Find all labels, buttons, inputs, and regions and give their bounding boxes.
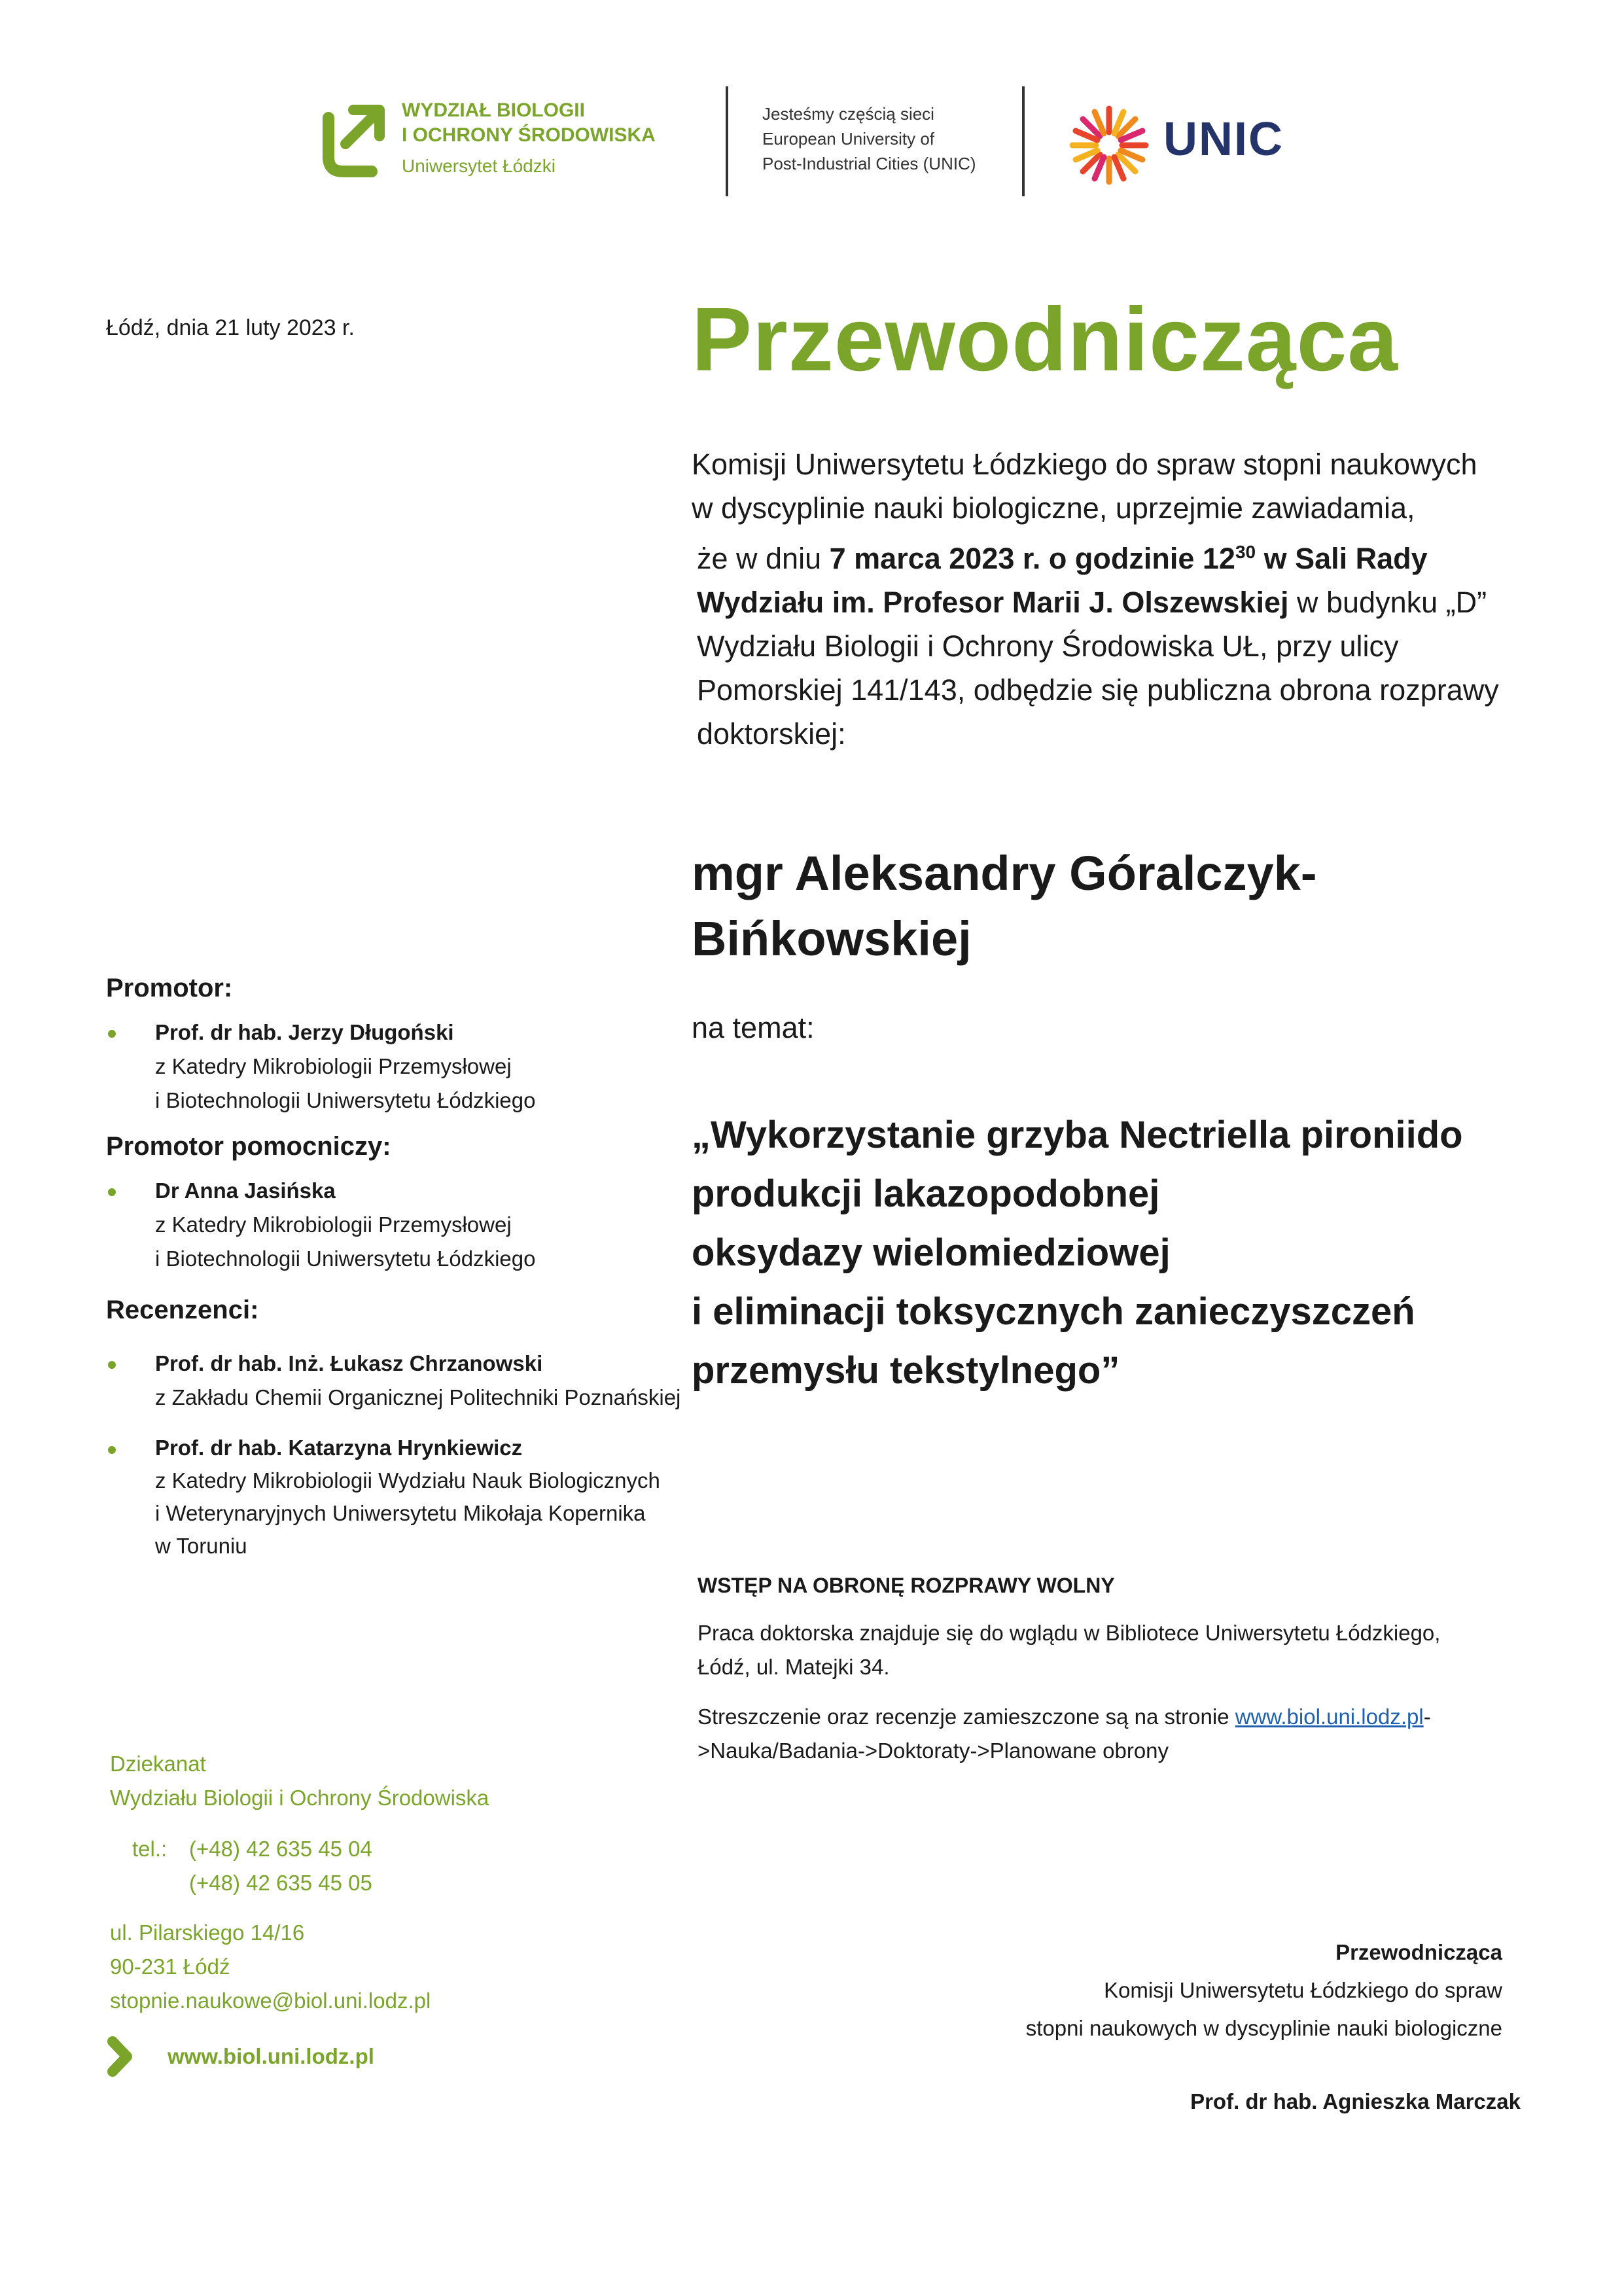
contact-email[interactable]: stopnie.naukowe@biol.uni.lodz.pl xyxy=(110,1988,431,2013)
candidate-name xyxy=(692,841,1317,972)
reviewer-name: Prof. dr hab. Inż. Łukasz Chrzanowski xyxy=(155,1351,543,1375)
bullet-icon xyxy=(108,1030,116,1038)
reviewer-name: Prof. dr hab. Katarzyna Hrynkiewicz xyxy=(155,1436,523,1460)
contact-phone xyxy=(132,1832,372,1900)
bullet-icon xyxy=(108,1188,116,1196)
thesis-topic xyxy=(692,1106,1463,1400)
topic-label: na temat: xyxy=(692,1011,815,1044)
promotor-name: Prof. dr hab. Jerzy Długoński xyxy=(155,1020,454,1044)
intro-line-date xyxy=(692,530,1542,580)
promotor-affiliation: z Katedry Mikrobiologii Przemysłowej xyxy=(155,1054,512,1078)
reviewer-affiliation: i Weterynaryjnych Uniwersytetu Mikołaja Kopernika xyxy=(155,1501,646,1525)
phone-line xyxy=(132,1832,372,1866)
network-line2: European University of xyxy=(762,129,935,149)
network-line1: Jesteśmy częścią sieci xyxy=(762,104,934,124)
intro-line: Komisji Uniwersytetu Łódzkiego do spraw stopni naukowych xyxy=(692,448,1477,481)
topic-line: „Wykorzystanie grzyba Nectriella pironiido xyxy=(692,1114,1463,1156)
notice-text: Streszczenie oraz recenzje zamieszczone są na stronie xyxy=(697,1704,1235,1729)
header-divider xyxy=(1022,86,1025,196)
reviewer-affiliation: w Toruniu xyxy=(155,1534,247,1558)
contact-address xyxy=(110,1916,431,2018)
intro-line: Pomorskiej 141/143, odbędzie się publiczna obrona rozprawy xyxy=(697,673,1499,707)
document-date: Łódź, dnia 21 luty 2023 r. xyxy=(106,315,355,340)
promotor-affiliation: i Biotechnologii Uniwersytetu Łódzkiego xyxy=(155,1088,536,1112)
faculty-name xyxy=(402,98,656,148)
announcement-text xyxy=(692,442,1542,756)
arrow-right-icon xyxy=(106,2036,143,2077)
intro-text: w budynku „D” xyxy=(1288,586,1487,619)
notice-line xyxy=(697,1700,1483,1734)
reviewers-heading: Recenzenci: xyxy=(106,1296,259,1324)
notice-line: >Nauka/Badania->Doktoraty->Planowane obrony xyxy=(697,1739,1169,1763)
signatory-name: Prof. dr hab. Agnieszka Marczak xyxy=(1190,2089,1521,2113)
room-name: Wydziału im. Profesor Marii J. Olszewskiej xyxy=(697,586,1289,619)
defense-date: 7 marca 2023 r. o godzinie 12 xyxy=(829,542,1235,575)
promotor-aux-name: Dr Anna Jasińska xyxy=(155,1178,336,1203)
candidate-name-line1: mgr Aleksandry Góralczyk- xyxy=(692,846,1317,900)
promotor-aux-entry xyxy=(155,1174,536,1276)
faculty-logo-icon xyxy=(319,98,387,179)
network-line3: Post-Industrial Cities (UNIC) xyxy=(762,154,976,173)
notice-line: Łódź, ul. Matejki 34. xyxy=(697,1655,890,1679)
signature-line: stopni naukowych w dyscyplinie nauki biologiczne xyxy=(1025,2016,1502,2040)
topic-line: i eliminacji toksycznych zanieczyszczeń xyxy=(692,1290,1415,1333)
topic-line: przemysłu tekstylnego” xyxy=(692,1349,1120,1392)
bullet-icon xyxy=(108,1446,116,1454)
address-city: 90-231 Łódź xyxy=(110,1954,230,1979)
faculty-name-line2: I OCHRONY ŚRODOWISKA xyxy=(402,124,656,146)
address-street: ul. Pilarskiego 14/16 xyxy=(110,1920,305,1945)
defense-minutes: 30 xyxy=(1235,542,1256,562)
contact-line: Dziekanat xyxy=(110,1752,206,1776)
notice-line: Praca doktorska znajduje się do wglądu w Bibliotece Uniwersytetu Łódzkiego, xyxy=(697,1621,1441,1645)
signature-block xyxy=(1026,1934,1502,2047)
topic-line: produkcji lakazopodobnej xyxy=(692,1173,1160,1215)
topic-line: oksydazy wielomiedziowej xyxy=(692,1231,1171,1274)
website-link[interactable]: www.biol.uni.lodz.pl xyxy=(168,2044,374,2068)
intro-line: Wydziału Biologii i Ochrony Środowiska UŁ, przy ulicy xyxy=(697,629,1399,663)
candidate-name-line2: Bińkowskiej xyxy=(692,911,972,966)
promotor-aux-heading: Promotor pomocniczy: xyxy=(106,1132,391,1161)
faculty-name-line1: WYDZIAŁ BIOLOGII xyxy=(402,99,585,121)
dean-office xyxy=(110,1747,489,1815)
defense-room: w Sali Rady xyxy=(1256,542,1428,575)
promotor-entry xyxy=(155,1016,536,1118)
university-name: Uniwersytet Łódzki xyxy=(402,156,556,176)
promotor-heading: Promotor: xyxy=(106,974,233,1002)
unic-wordmark: UNIC xyxy=(1163,113,1284,166)
promotor-aux-affiliation: z Katedry Mikrobiologii Przemysłowej xyxy=(155,1212,512,1237)
faculty-website-link[interactable]: www.biol.uni.lodz.pl xyxy=(1235,1704,1424,1729)
signature-line: Komisji Uniwersytetu Łódzkiego do spraw xyxy=(1104,1978,1502,2002)
contact-line: Wydziału Biologii i Ochrony Środowiska xyxy=(110,1786,489,1810)
intro-text: że w dniu xyxy=(697,542,830,575)
reviewer-entry xyxy=(155,1432,660,1563)
page-title: Przewodnicząca xyxy=(692,289,1399,390)
reviewer-affiliation: z Zakładu Chemii Organicznej Politechniki Poznańskiej xyxy=(155,1385,681,1409)
intro-line-room xyxy=(692,580,1542,624)
phone-number: (+48) 42 635 45 04 xyxy=(189,1837,372,1861)
header-divider xyxy=(726,86,728,196)
phone-number: (+48) 42 635 45 05 xyxy=(189,1871,372,1895)
phone-label: tel.: xyxy=(132,1837,168,1861)
thesis-availability xyxy=(697,1616,1483,1684)
reviewer-entry xyxy=(155,1347,680,1415)
unic-star-icon xyxy=(1068,105,1150,186)
signature-title: Przewodnicząca xyxy=(1335,1940,1502,1964)
intro-line: w dyscyplinie nauki biologiczne, uprzejmie zawiadamia, xyxy=(692,491,1415,525)
summary-info xyxy=(697,1700,1483,1768)
unic-network-text xyxy=(762,101,976,176)
intro-line: doktorskiej: xyxy=(697,717,846,751)
reviewer-affiliation: z Katedry Mikrobiologii Wydziału Nauk Biologicznych xyxy=(155,1468,660,1492)
admission-notice: WSTĘP NA OBRONĘ ROZPRAWY WOLNY xyxy=(697,1574,1115,1597)
bullet-icon xyxy=(108,1361,116,1369)
notice-text: - xyxy=(1423,1704,1431,1729)
promotor-aux-affiliation: i Biotechnologii Uniwersytetu Łódzkiego xyxy=(155,1246,536,1271)
